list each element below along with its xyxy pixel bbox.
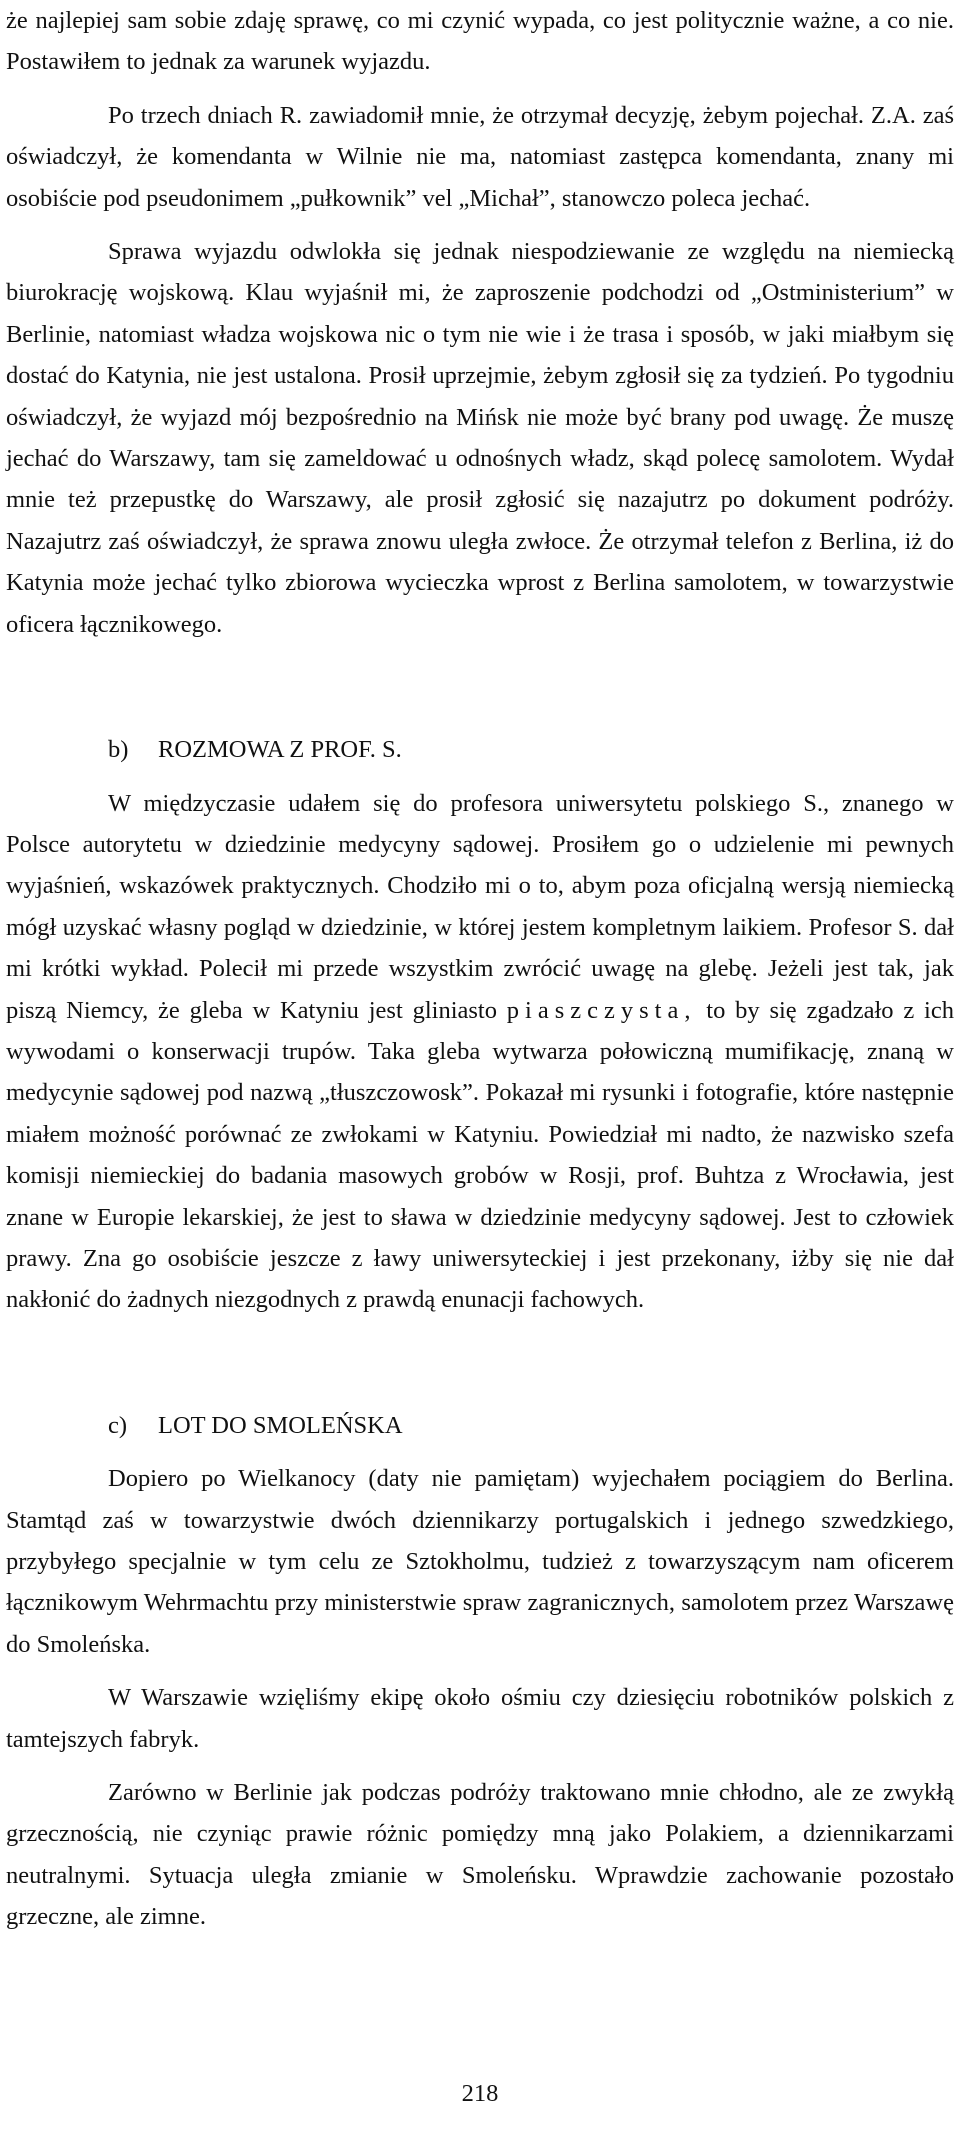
paragraph-decision: Po trzech dniach R. zawiadomił mnie, że otrzymał decyzję, żebym pojechał. Z.A. zaś oświadczył, że komendanta w Wilnie nie ma, natomiast zastępca komendanta, znany mi osobiście pod pseudonimem „pułkownik” vel „Michał”, stanowczo poleca jechać.: [6, 101, 954, 212]
paragraph-intro: że najlepiej sam sobie zdaję sprawę, co mi czynić wypada, co jest politycznie ważne, a co nie. Postawiłem to jednak za warunek wyjazdu.: [6, 7, 954, 76]
section-heading-c: [6, 1405, 954, 1446]
section-label-b: b): [108, 736, 129, 764]
paragraph-workers: W Warszawie wzięliśmy ekipę około ośmiu czy dziesięciu robotników polskich z tamtejszych fabryk.: [6, 1684, 954, 1753]
section-title-b: ROZMOWA Z PROF. S.: [158, 736, 402, 764]
paragraph-delay: Sprawa wyjazdu odwlokła się jednak niespodziewanie ze względu na niemiecką biurokrację wojskową. Klau wyjaśnił mi, że zaproszenie podchodzi od „Ostministerium” w Berlinie, natomiast władza wojskowa nic o tym nie wie i że trasa i sposób, w jaki miałbym się dostać do Katynia, nie jest ustalona. Prosił uprzejmie, żebym zgłosił się za tydzień. Po tygodniu oświadczył, że wyjazd mój bezpośrednio na Mińsk nie może być brany pod uwagę. Że muszę jechać do Warszawy, tam się zameldować u odnośnych władz, skąd polecę samolotem. Wydał mnie też przepustkę do Warszawy, ale prosił zgłosić się nazajutrz po dokument podróży. Nazajutrz zaś oświadczył, że sprawa znowu uległa zwłoce. Że otrzymał telefon z Berlina, iż do Katynia może jechać tylko zbiorowa wycieczka wprost z Berlina samolotem, w towarzystwie oficera łącznikowego.: [6, 238, 954, 638]
paragraph-treatment: Zarówno w Berlinie jak podczas podróży traktowano mnie chłodno, ale ze zwykłą grzecznością, nie czyniąc prawie różnic pomiędzy mną jako Polakiem, a dziennikarzami neutralnymi. Sytuacja uległa zmianie w Smoleńsku. Wprawdzie zachowanie pozostało grzeczne, ale zimne.: [6, 1779, 954, 1931]
section-heading-b: [6, 729, 954, 770]
paragraph-professor-part1: W międzyczasie udałem się do profesora uniwersytetu polskiego S., znanego w Polsce autorytetu w dziedzinie medycyny sądowej. Prosiłem go o udzielenie mi pewnych wyjaśnień, wskazówek praktycznych. Chodziło mi o to, abym poza oficjalną wersją niemiecką mógł uzyskać własny pogląd w dziedzinie, w której jestem kompletnym laikiem. Profesor S. dał mi krótki wykład. Polecił mi przede wszystkim zwrócić uwagę na glebę. Jeżeli jest tak, jak piszą Niemcy, że gleba w Katyniu jest gliniasto: [6, 789, 954, 1024]
section-title-c: LOT DO SMOLEŃSKA: [158, 1411, 403, 1439]
paragraph-professor: [6, 783, 954, 1321]
section-label-c: c): [108, 1411, 128, 1439]
paragraph-journey: Dopiero po Wielkanocy (daty nie pamiętam) wyjechałem pociągiem do Berlina. Stamtąd zaś w towarzystwie dwóch dziennikarzy portugalskich i jednego szwedzkiego, przybyłego specjalnie w tym celu ze Sztokholmu, tudzież z towarzyszącym nam oficerem łącznikowym Wehrmachtu przy ministerstwie spraw zagranicznych, samolotem przez Warszawę do Smoleńska.: [6, 1465, 954, 1658]
paragraph-professor-part2: to by się zgadzało z ich wywodami o konserwacji trupów. Taka gleba wytwarza połowiczną mumifikację, znaną w medycynie sądowej pod nazwą „tłuszczowosk”. Pokazał mi rysunki i fotografie, które następnie miałem możność porównać ze zwłokami w Katyniu. Powiedział mi nadto, że nazwisko szefa komisji niemieckiej do badania masowych grobów w Rosji, prof. Buhtza z Wrocławia, jest znane w Europie lekarskiej, że jest to sława w dziedzinie medycyny sądowej. Jest to człowiek prawy. Zna go osobiście jeszcze z ławy uniwersyteckiej i jest przekonany, iżby się nie dał nakłonić do żadnych niezgodnych z prawdą enunacji fachowych.: [6, 996, 954, 1314]
document-page: [6, 0, 954, 2130]
spaced-word: piaszczysta,: [506, 996, 697, 1024]
page-number: 218: [461, 2080, 499, 2107]
